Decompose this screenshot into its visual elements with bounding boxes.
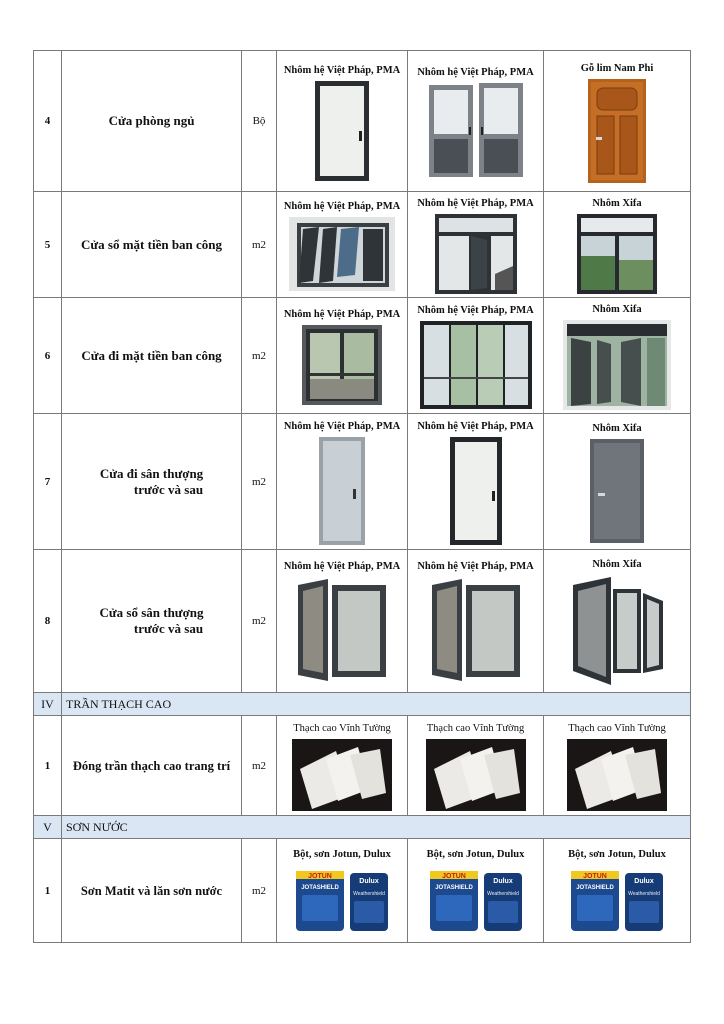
- gypsum-board-image: [567, 739, 667, 811]
- gypsum-board-image: [292, 739, 392, 811]
- option-cell: [277, 550, 408, 693]
- option-cell: [277, 51, 408, 192]
- option-label: Bột, sơn Jotun, Dulux: [293, 849, 391, 860]
- sliding-door-image: [420, 321, 532, 409]
- aluminum-window-image: [289, 217, 395, 291]
- option-cell: [408, 414, 544, 550]
- unit-cell: m2: [242, 716, 277, 816]
- option-label: Nhôm Xifa: [592, 558, 642, 570]
- option-cell: [544, 414, 691, 550]
- row-number: 1: [34, 839, 62, 943]
- casement-window-image: [294, 577, 390, 685]
- casement-window-image: [567, 575, 667, 687]
- item-name-line: Cửa sổ sân thượng: [99, 605, 204, 620]
- unit-cell: m2: [242, 414, 277, 550]
- folding-door-image: [563, 320, 671, 410]
- section-header-row: [34, 816, 691, 839]
- option-label: Nhôm hệ Việt Pháp, PMA: [283, 309, 401, 320]
- option-cell: [408, 839, 544, 943]
- dulux-logo-text: Dulux: [634, 878, 654, 885]
- option-label: Nhôm Xifa: [592, 423, 642, 434]
- jotun-can-icon: [296, 871, 344, 931]
- option-cell: [277, 839, 408, 943]
- weathershield-text: Weathershield: [353, 891, 385, 897]
- aluminum-window-image: [577, 214, 657, 294]
- option-label: Nhôm hệ Việt Pháp, PMA: [417, 421, 534, 432]
- table-row: [34, 298, 691, 414]
- item-name: [62, 414, 242, 550]
- option-cell: [408, 192, 544, 298]
- option-label: Nhôm Xifa: [592, 198, 642, 209]
- option-cell: [408, 51, 544, 192]
- dulux-logo-text: Dulux: [492, 878, 513, 885]
- unit-cell: m2: [242, 298, 277, 414]
- weathershield-text: Weathershield: [628, 891, 660, 897]
- row-number: 4: [34, 51, 62, 192]
- section-header-row: [34, 693, 691, 716]
- table-row: [34, 192, 691, 298]
- option-label: Nhôm hệ Việt Pháp, PMA: [283, 421, 401, 432]
- gypsum-board-image: [426, 739, 526, 811]
- aluminum-door-image: [450, 437, 502, 545]
- item-name-line: trước và sau: [133, 621, 204, 636]
- table-row: [34, 839, 691, 943]
- option-cell: [544, 716, 691, 816]
- table-row: [34, 51, 691, 192]
- unit-cell: m2: [242, 839, 277, 943]
- option-label: Nhôm hệ Việt Pháp, PMA: [417, 198, 534, 209]
- option-cell: [277, 192, 408, 298]
- section-number: IV: [34, 693, 62, 716]
- item-name: [62, 550, 242, 693]
- aluminum-door-image: [315, 81, 369, 181]
- option-label: Gỗ lim Nam Phi: [580, 62, 654, 74]
- item-name: Cửa sổ mặt tiền ban công: [62, 192, 242, 298]
- item-name-line: Cửa đi sân thượng: [99, 465, 204, 481]
- jotun-logo-text: JOTUN: [308, 873, 332, 880]
- option-label: Bột, sơn Jotun, Dulux: [426, 849, 525, 860]
- table-row: [34, 550, 691, 693]
- option-label: Thạch cao Vĩnh Tường: [293, 723, 391, 734]
- wood-door-image: [588, 79, 646, 183]
- unit-cell: m2: [242, 550, 277, 693]
- item-name: Đóng trần thạch cao trang trí: [62, 716, 242, 816]
- dulux-logo-text: Dulux: [359, 878, 379, 885]
- option-label: Bột, sơn Jotun, Dulux: [568, 849, 666, 860]
- aluminum-door-image: [590, 439, 644, 543]
- option-label: Nhôm hệ Việt Pháp, PMA: [283, 201, 401, 212]
- row-number: 5: [34, 192, 62, 298]
- option-cell: [544, 192, 691, 298]
- jotashield-text: JOTASHIELD: [576, 885, 614, 891]
- casement-window-image: [428, 577, 524, 685]
- option-cell: [408, 298, 544, 414]
- paint-cans-image: [426, 865, 526, 935]
- row-number: 6: [34, 298, 62, 414]
- option-label: Nhôm hệ Việt Pháp, PMA: [417, 66, 534, 78]
- option-cell: [544, 51, 691, 192]
- jotun-can-icon: [571, 871, 619, 931]
- aluminum-double-door-image: [429, 83, 523, 179]
- jotun-logo-text: JOTUN: [441, 873, 466, 880]
- jotashield-text: JOTASHIELD: [434, 885, 473, 891]
- dulux-can-icon: [625, 873, 663, 931]
- option-cell: [277, 716, 408, 816]
- aluminum-door-image: [319, 437, 365, 545]
- aluminum-window-image: [435, 214, 517, 294]
- option-label: Nhôm hệ Việt Pháp, PMA: [283, 64, 401, 76]
- option-cell: [277, 414, 408, 550]
- paint-cans-image: [567, 865, 667, 935]
- option-label: Nhôm hệ Việt Pháp, PMA: [417, 560, 534, 572]
- jotun-can-icon: [430, 871, 478, 931]
- table-row: [34, 414, 691, 550]
- item-name: Cửa đi mặt tiền ban công: [62, 298, 242, 414]
- option-label: Nhôm hệ Việt Pháp, PMA: [283, 560, 401, 572]
- sliding-door-image: [302, 325, 382, 405]
- option-label: Nhôm hệ Việt Pháp, PMA: [417, 305, 534, 316]
- option-label: Thạch cao Vĩnh Tường: [568, 723, 666, 734]
- row-number: 7: [34, 414, 62, 550]
- jotashield-text: JOTASHIELD: [301, 885, 339, 891]
- table-row: [34, 716, 691, 816]
- item-name: Cửa phòng ngủ: [62, 51, 242, 192]
- section-title: TRẦN THẠCH CAO: [62, 693, 691, 716]
- jotun-logo-text: JOTUN: [583, 873, 607, 880]
- option-cell: [544, 298, 691, 414]
- weathershield-text: Weathershield: [486, 891, 519, 897]
- option-cell: [408, 716, 544, 816]
- dulux-can-icon: [350, 873, 388, 931]
- option-cell: [277, 298, 408, 414]
- paint-cans-image: [292, 865, 392, 935]
- option-label: Nhôm Xifa: [592, 304, 642, 315]
- option-cell: [544, 550, 691, 693]
- option-cell: [408, 550, 544, 693]
- section-title: SƠN NƯỚC: [62, 816, 691, 839]
- item-name: Sơn Matit và lăn sơn nước: [62, 839, 242, 943]
- row-number: 1: [34, 716, 62, 816]
- item-name-line: trước và sau: [133, 481, 204, 497]
- option-label: Thạch cao Vĩnh Tường: [426, 723, 525, 734]
- unit-cell: Bộ: [242, 51, 277, 192]
- dulux-can-icon: [484, 873, 522, 931]
- option-cell: [544, 839, 691, 943]
- materials-spec-table: [33, 50, 691, 943]
- row-number: 8: [34, 550, 62, 693]
- section-number: V: [34, 816, 62, 839]
- unit-cell: m2: [242, 192, 277, 298]
